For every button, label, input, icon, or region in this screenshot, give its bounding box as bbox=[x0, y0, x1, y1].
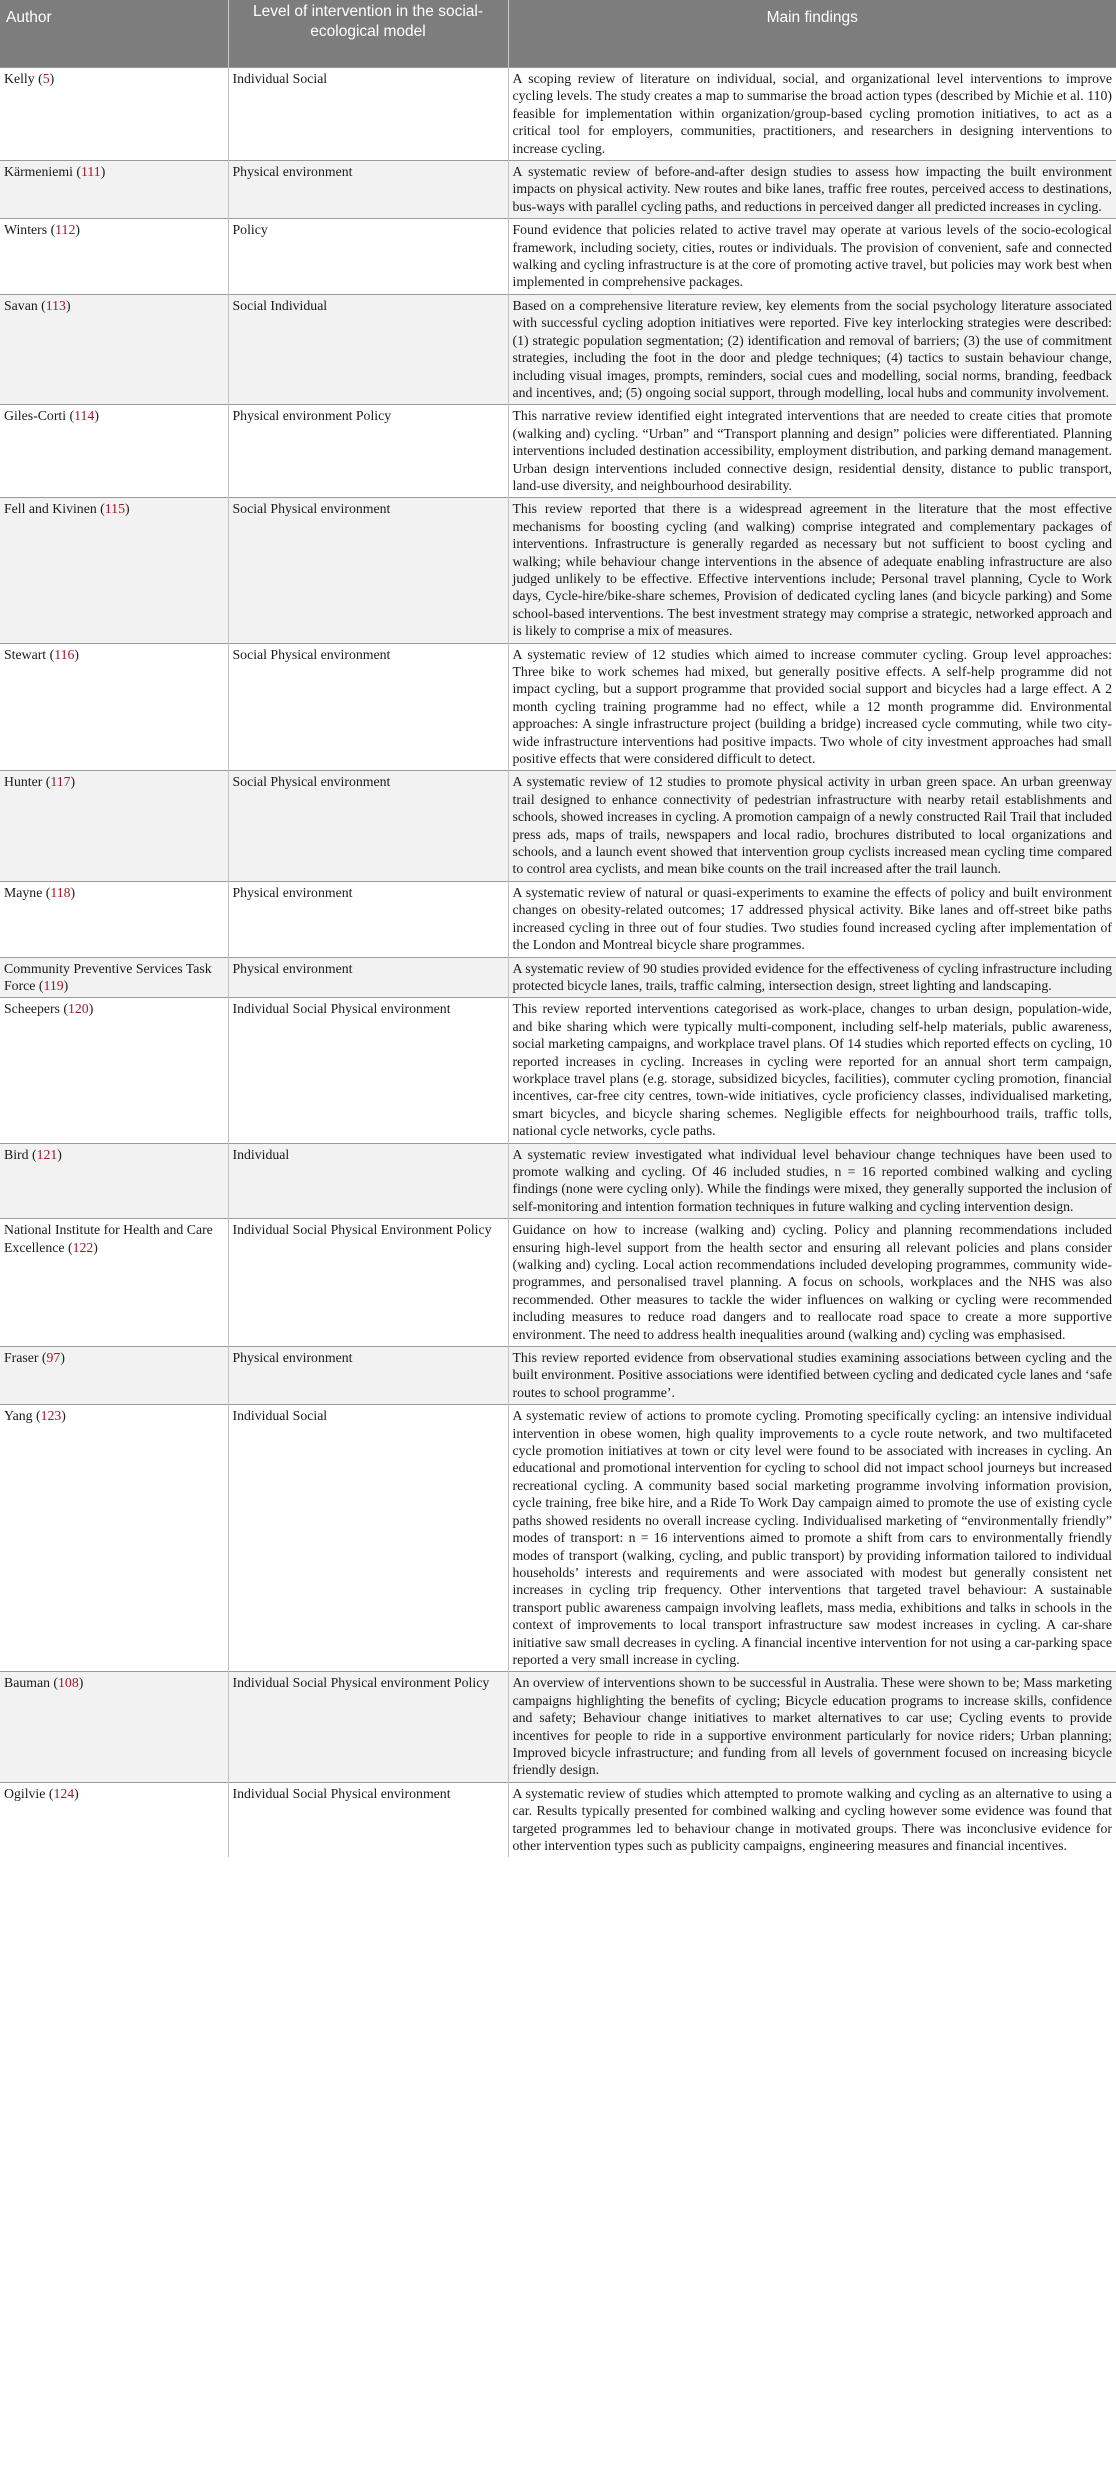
findings-cell: This review reported evidence from observational studies examining associations between cycling and the built environment. Positive associations were identified between cycling and dedicated cycle lanes and ‘safe routes to school programme’. bbox=[508, 1347, 1116, 1405]
findings-cell: A scoping review of literature on individual, social, and organizational level interventions to improve cycling levels. The study creates a map to summarise the broad action types (described by Michie et al. 110) feasible for implementation within organization/group-based cycling promotion initiatives, to act as a critical tool for employers, communities, practitioners, and researchers in designing interventions to increase cycling. bbox=[508, 68, 1116, 161]
findings-cell: A systematic review of actions to promote cycling. Promoting specifically cycling: an intensive individual intervention in obese women, high quality improvements to a cycle route network, and two multifaceted cycle promotion initiatives at town or city level were found to be associated with increases in cycling. An educational and promotional intervention for cycling to school did not impact school journeys but increased recreational cycling. A community based social marketing programme involving information provision, cycle training, free bike hire, and a Ride To Work Day campaign aimed to promote the use of existing cycle paths showed residents no overall increase cycling. Individualised marketing of “environmentally friendly” modes of transport: n = 16 interventions aimed to promote a shift from cars to environmentally friendly modes of transport (walking, cycling, and public transport) by providing information tailored to individual households’ interests and requirements and were associated with modest but generally consistent net increases in cycling trip frequency. Other interventions that targeted travel behaviour: A sustainable transport public awareness campaign involving leaflets, mass media, exhibitions and talks in schools in the context of improvements to local transport infrastructure saw modest increases in cycling. A car-share initiative saw small decreases in cycling. A financial incentive intervention for not using a car-parking space reported a very small increase in cycling. bbox=[508, 1405, 1116, 1672]
author-name: Savan bbox=[4, 297, 38, 313]
reference-link[interactable]: 123 bbox=[40, 1408, 62, 1424]
reference-link[interactable]: 120 bbox=[67, 1001, 89, 1017]
author-name: Fraser bbox=[4, 1350, 39, 1366]
reference-link[interactable]: 115 bbox=[104, 501, 125, 517]
table-row bbox=[0, 294, 1116, 404]
author-name: Mayne bbox=[4, 884, 43, 900]
table-row bbox=[0, 881, 1116, 957]
table-row bbox=[0, 1219, 1116, 1347]
level-cell: Physical environment bbox=[228, 161, 508, 219]
header-row bbox=[0, 0, 1116, 68]
author-cell: Fell and Kivinen (115) bbox=[0, 498, 228, 643]
author-cell: Mayne (118) bbox=[0, 881, 228, 957]
reference-link[interactable]: 119 bbox=[43, 977, 64, 993]
level-cell: Individual Social bbox=[228, 68, 508, 161]
author-cell: Winters (112) bbox=[0, 219, 228, 295]
author-name: Stewart bbox=[4, 646, 47, 662]
reference-link[interactable]: 114 bbox=[74, 408, 95, 424]
author-cell: Stewart (116) bbox=[0, 643, 228, 771]
table-header bbox=[0, 0, 1116, 68]
findings-cell: A systematic review of 90 studies provided evidence for the effectiveness of cycling infrastructure including protected bicycle lanes, trails, traffic calming, intersection design, street lighting and landscaping. bbox=[508, 957, 1116, 998]
author-cell: Hunter (117) bbox=[0, 771, 228, 881]
author-cell: Bird (121) bbox=[0, 1143, 228, 1219]
level-cell: Physical environment bbox=[228, 1347, 508, 1405]
findings-cell: A systematic review investigated what individual level behaviour change techniques have been used to promote walking and cycling. Of 46 included studies, n = 16 reported combined walking and cycling findings (none were cycling only). While the findings were mixed, they generally supported the inclusion of self-monitoring and intention formation techniques in future walking and cycling intervention design. bbox=[508, 1143, 1116, 1219]
table-row bbox=[0, 1347, 1116, 1405]
findings-cell: An overview of interventions shown to be successful in Australia. These were shown to be; Mass marketing campaigns highlighting the benefits of cycling; Bicycle education programs to increase skills, confidence and safety; Behaviour change initiatives to market alternatives to car use; Cycling events to provide incentives for people to ride in a supportive environment particularly for novice riders; Urban planning; Improved bicycle infrastructure; and funding from all levels of government focused on increasing bicycle friendly design. bbox=[508, 1672, 1116, 1782]
author-cell: Giles-Corti (114) bbox=[0, 405, 228, 498]
table-row bbox=[0, 161, 1116, 219]
author-name: Fell and Kivinen bbox=[4, 501, 97, 517]
header-author: Author bbox=[0, 0, 228, 68]
author-name: Kärmeniemi bbox=[4, 164, 73, 180]
reference-link[interactable]: 122 bbox=[72, 1239, 94, 1255]
header-findings: Main findings bbox=[508, 0, 1116, 68]
author-cell: Community Preventive Services Task Force (119) bbox=[0, 957, 228, 998]
findings-cell: This narrative review identified eight integrated interventions that are needed to create cities that promote (walking and) cycling. “Urban” and “Transport planning and design” policies were differentiated. Planning interventions included destination accessibility, employment distribution, and parking demand management. Urban design interventions included connective design, residential density, distance to public transport, land-use diversity, and neighbourhood desirability. bbox=[508, 405, 1116, 498]
author-cell: Ogilvie (124) bbox=[0, 1782, 228, 1857]
level-cell: Individual bbox=[228, 1143, 508, 1219]
table-row bbox=[0, 771, 1116, 881]
level-cell: Social Individual bbox=[228, 294, 508, 404]
reference-link[interactable]: 108 bbox=[58, 1675, 79, 1691]
author-cell: Yang (123) bbox=[0, 1405, 228, 1672]
reference-link[interactable]: 124 bbox=[53, 1785, 75, 1801]
author-cell: Kärmeniemi (111) bbox=[0, 161, 228, 219]
table-row bbox=[0, 1782, 1116, 1857]
findings-cell: A systematic review of 12 studies which aimed to increase commuter cycling. Group level approaches: Three bike to work schemes had mixed, but generally positive effects. A self-help programme did not impact cycling, but a support programme that provided social support and bicycles had a large effect. A 2 month cycling training programme had no effect, while a 12 month programme did. Environmental approaches: A single infrastructure project (building a bridge) increased cycle commuting, while two city-wide infrastructure interventions had positive impacts. Two whole of city investment approaches had small positive effects that were considered difficult to detect. bbox=[508, 643, 1116, 771]
table-row bbox=[0, 998, 1116, 1143]
author-cell: Fraser (97) bbox=[0, 1347, 228, 1405]
table-body bbox=[0, 68, 1116, 1858]
findings-cell: Based on a comprehensive literature review, key elements from the social psychology literature associated with successful cycling adoption initiatives were reported. Five key interlocking strategies were described: (1) strategic population segmentation; (2) identification and removal of barriers; (3) the use of commitment strategies, including the foot in the door and pledge techniques; (4) tactics to sustain behaviour change, including visual images, prompts, reminders, social cues and modelling, social norms, branding, feedback and incentives, and; (5) ongoing social support, through modelling, local hubs and community involvement. bbox=[508, 294, 1116, 404]
reference-link[interactable]: 97 bbox=[46, 1350, 61, 1366]
table-row bbox=[0, 498, 1116, 643]
level-cell: Individual Social bbox=[228, 1405, 508, 1672]
author-cell: National Institute for Health and Care Excellence (122) bbox=[0, 1219, 228, 1347]
author-name: Bird bbox=[4, 1146, 29, 1162]
level-cell: Individual Social Physical environment bbox=[228, 998, 508, 1143]
author-name: Kelly bbox=[4, 71, 35, 86]
table-row bbox=[0, 219, 1116, 295]
level-cell: Individual Social Physical environment bbox=[228, 1782, 508, 1857]
findings-cell: This review reported interventions categorised as work-place, changes to urban design, population-wide, and bike sharing which were typically multi-component, including self-help materials, public awareness, social marketing campaigns, and workplace travel plans. Of 14 studies which reported effects on cycling, 10 reported increases in cycling. Increases in cycling were reported for an annual short term campaign, workplace travel plans (e.g. storage, subsidized bicycles, facilities), commuter cycling promotion, financial incentives, car-free city centres, town-wide initiatives, cycle proficiency classes, individualised marketing, smart bicycles, and bicycle sharing schemes. Negligible effects for neighbourhood trails, traffic tolls, national cycle networks, cycle paths. bbox=[508, 998, 1116, 1143]
reference-link[interactable]: 112 bbox=[55, 222, 76, 238]
table-row bbox=[0, 1672, 1116, 1782]
reference-link[interactable]: 116 bbox=[54, 646, 75, 662]
author-name: Bauman bbox=[4, 1675, 50, 1691]
header-level: Level of intervention in the social-ecological model bbox=[228, 0, 508, 68]
level-cell: Individual Social Physical environment Policy bbox=[228, 1672, 508, 1782]
reference-link[interactable]: 121 bbox=[36, 1146, 58, 1162]
findings-cell: A systematic review of before-and-after design studies to assess how impacting the built environment impacts on physical activity. New routes and bike lanes, traffic free routes, perceived access to destinations, bus-ways with parallel cycling paths, and reductions in perceived danger all predicted increases in cycling. bbox=[508, 161, 1116, 219]
findings-cell: Found evidence that policies related to active travel may operate at various levels of the socio-ecological framework, including society, cities, routes or individuals. The provision of convenient, safe and connected walking and cycling infrastructure is at the core of promoting active travel, but policies may work best when implemented in comprehensive packages. bbox=[508, 219, 1116, 295]
author-name: Yang bbox=[4, 1408, 33, 1424]
table-row bbox=[0, 405, 1116, 498]
table-row bbox=[0, 957, 1116, 998]
table-row bbox=[0, 1143, 1116, 1219]
author-cell: Scheepers (120) bbox=[0, 998, 228, 1143]
findings-cell: A systematic review of natural or quasi-experiments to examine the effects of policy and built environment changes on obesity-related outcomes; 17 addressed physical activity. Bike lanes and off-street bike paths increased cycling in three out of four studies. Two studies found increased cycling after implementation of the London and Montreal bicycle share programmes. bbox=[508, 881, 1116, 957]
author-name: Giles-Corti bbox=[4, 408, 67, 424]
author-name: National Institute for Health and Care Excellence bbox=[4, 1222, 213, 1255]
author-name: Winters bbox=[4, 222, 48, 238]
reference-link[interactable]: 118 bbox=[50, 884, 71, 900]
findings-cell: A systematic review of studies which attempted to promote walking and cycling as an alternative to using a car. Results typically presented for combined walking and cycling however some evidence was found that targeted programmes led to behaviour change in motivated groups. There was inconclusive evidence for other intervention types such as publicity campaigns, engineering measures and financial incentives. bbox=[508, 1782, 1116, 1857]
author-name: Hunter bbox=[4, 774, 43, 790]
findings-cell: A systematic review of 12 studies to promote physical activity in urban green space. An urban greenway trail designed to enhance connectivity of pedestrian infrastructure with nearby retail establishments and schools, showed increases in cycling. A promotion campaign of a newly constructed Rail Trail that included press ads, maps of trails, newspapers and local radio, brochures distributed to local organizations and schools, and a launch event showed that intervention group cyclists increased mean cycling time compared to control area cyclists, and mean bike counts on the trail increased after the trail launch. bbox=[508, 771, 1116, 881]
author-name: Scheepers bbox=[4, 1001, 60, 1017]
level-cell: Social Physical environment bbox=[228, 643, 508, 771]
table-row bbox=[0, 1405, 1116, 1672]
level-cell: Physical environment bbox=[228, 957, 508, 998]
level-cell: Social Physical environment bbox=[228, 498, 508, 643]
level-cell: Individual Social Physical Environment Policy bbox=[228, 1219, 508, 1347]
findings-cell: This review reported that there is a widespread agreement in the literature that the most effective mechanisms for boosting cycling (and walking) comprise integrated and complementary packages of interventions. Infrastructure is generally regarded as necessary but not sufficient to boost cycling and walking; while behaviour change interventions in the absence of adequate enabling infrastructure are also judged unlikely to be effective. Effective interventions include; Personal travel planning, Cycle to Work days, Cycle-hire/bike-share schemes, Provision of dedicated cycling lanes (and bicycle parking) and Some school-based interventions. The best investment strategy may comprise a strategic, networked approach and is likely to comprise a mix of measures. bbox=[508, 498, 1116, 643]
author-name: Community Preventive Services Task Force bbox=[4, 960, 212, 993]
author-cell: Kelly (5) bbox=[0, 68, 228, 161]
author-name: Ogilvie bbox=[4, 1785, 46, 1801]
findings-cell: Guidance on how to increase (walking and) cycling. Policy and planning recommendations included ensuring high-level support from the health sector and ensuring all relevant policies and plans consider (walking and) cycling. Local action recommendations included developing programmes, community wide-programmes, and personalised travel planning. A focus on schools, workplaces and the NHS was also recommended. Other measures to tackle the wider influences on walking or cycling were recommended including measures to reduce road dangers and to reallocate road space to create a more supportive environment. The need to address health inequalities around (walking and) cycling was emphasised. bbox=[508, 1219, 1116, 1347]
author-cell: Bauman (108) bbox=[0, 1672, 228, 1782]
level-cell: Social Physical environment bbox=[228, 771, 508, 881]
reference-link[interactable]: 117 bbox=[50, 774, 71, 790]
table-row bbox=[0, 643, 1116, 771]
level-cell: Physical environment Policy bbox=[228, 405, 508, 498]
level-cell: Policy bbox=[228, 219, 508, 295]
level-cell: Physical environment bbox=[228, 881, 508, 957]
reference-link[interactable]: 111 bbox=[81, 164, 101, 180]
author-cell: Savan (113) bbox=[0, 294, 228, 404]
reference-link[interactable]: 113 bbox=[45, 297, 66, 313]
table-row bbox=[0, 68, 1116, 161]
reference-link[interactable]: 5 bbox=[42, 71, 50, 86]
